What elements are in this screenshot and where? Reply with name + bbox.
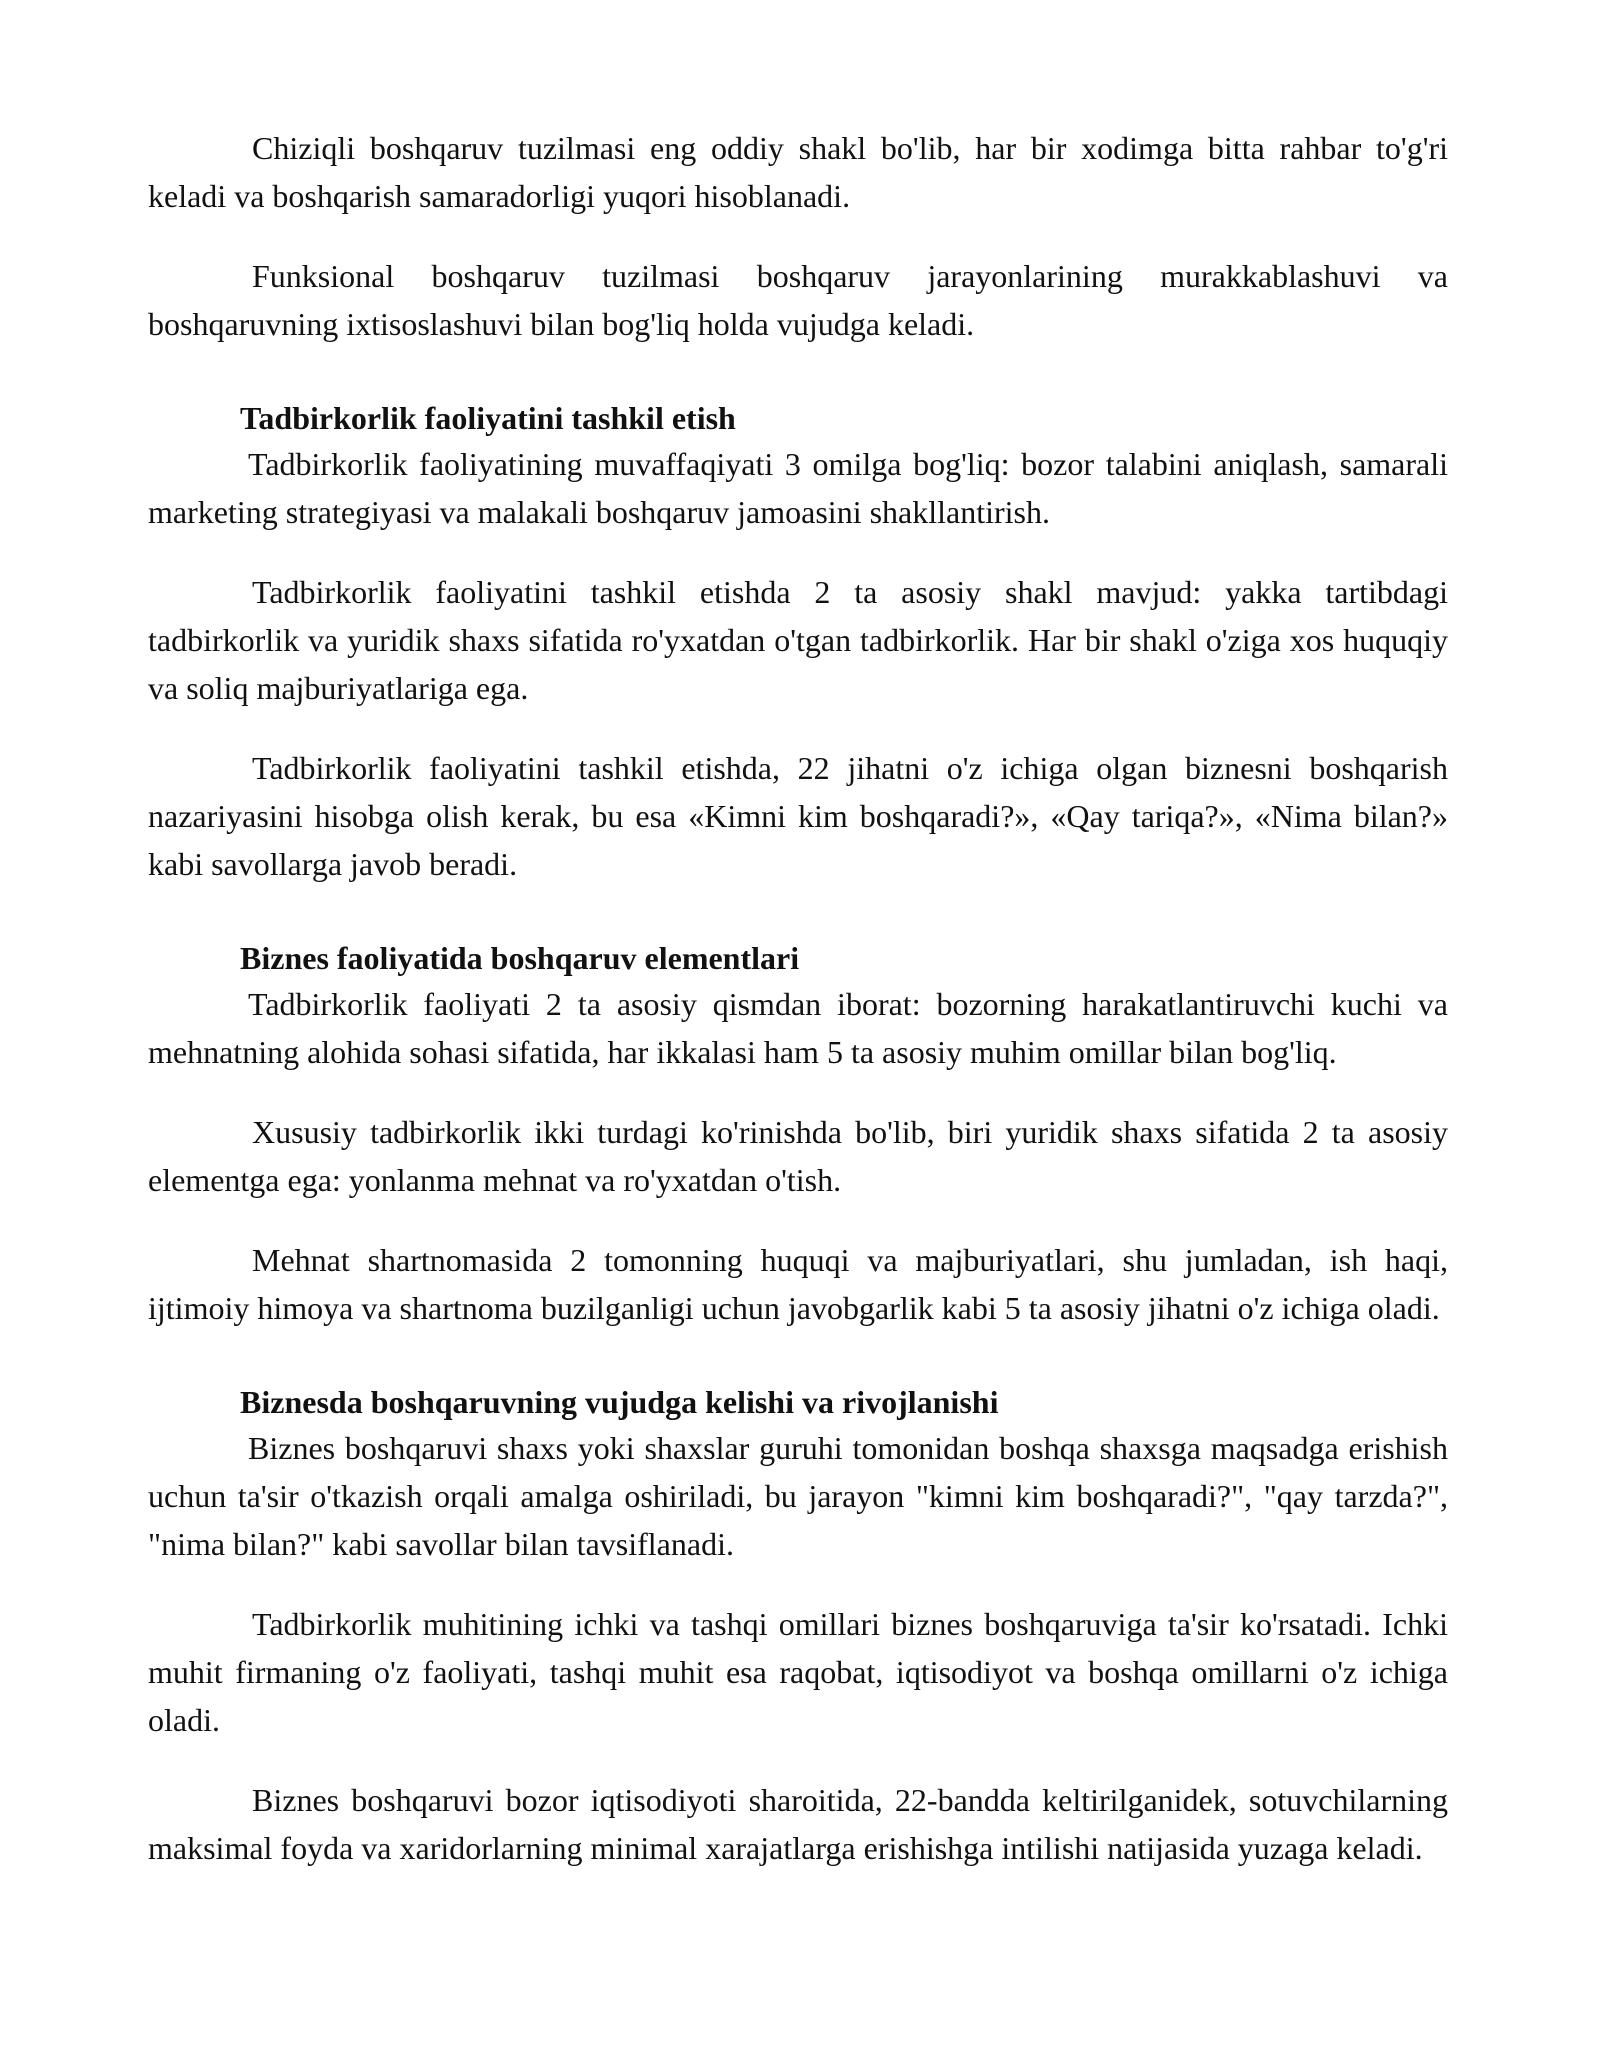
paragraph: Tadbirkorlik faoliyati 2 ta asosiy qismdan iborat: bozorning harakatlantiruvchi kuchi va mehnatning alohida sohasi sifatida, har ikkalasi ham 5 ta asosiy muhim omillar bilan bog'liq.	[148, 986, 1448, 1070]
paragraph: Tadbirkorlik faoliyatining muvaffaqiyati 3 omilga bog'liq: bozor talabini aniqlash, samarali marketing strategiyasi va malakali boshqaruv jamoasini shakllantirish.	[148, 446, 1448, 530]
section-heading: Biznesda boshqaruvning vujudga kelishi va rivojlanishi	[240, 1384, 999, 1420]
section-heading: Biznes faoliyatida boshqaruv elementlari	[240, 940, 800, 976]
paragraph: Tadbirkorlik faoliyatini tashkil etishda 2 ta asosiy shakl mavjud: yakka tartibdagi tadbirkorlik va yuridik shaxs sifatida ro'yxatdan o'tgan tadbirkorlik. Har bir shakl o'ziga xos huquqiy va soliq majburiyatlariga ega.	[148, 574, 1448, 706]
section-heading: Tadbirkorlik faoliyatini tashkil etish	[240, 400, 736, 436]
paragraph: Tadbirkorlik muhitining ichki va tashqi omillari biznes boshqaruviga ta'sir ko'rsatadi. Ichki muhit firmaning o'z faoliyati, tashqi muhit esa raqobat, iqtisodiyot va boshqa omillarni o'z ichiga oladi.	[148, 1606, 1448, 1738]
paragraph: Tadbirkorlik faoliyatini tashkil etishda, 22 jihatni o'z ichiga olgan biznesni boshqarish nazariyasini hisobga olish kerak, bu esa «Kimni kim boshqaradi?», «Qay tariqa?», «Nima bilan?» kabi savollarga javob beradi.	[148, 750, 1448, 882]
paragraph: Funksional boshqaruv tuzilmasi boshqaruv jarayonlarining murakkablashuvi va boshqaruvning ixtisoslashuvi bilan bog'liq holda vujudga keladi.	[148, 258, 1448, 342]
document-page	[148, 124, 1448, 1904]
paragraph: Biznes boshqaruvi bozor iqtisodiyoti sharoitida, 22-bandda keltirilganidek, sotuvchilarning maksimal foyda va xaridorlarning minimal xarajatlarga erishishga intilishi natijasida yuzaga keladi.	[148, 1782, 1448, 1866]
paragraph: Biznes boshqaruvi shaxs yoki shaxslar guruhi tomonidan boshqa shaxsga maqsadga erishish uchun ta'sir o'tkazish orqali amalga oshiriladi, bu jarayon "kimni kim boshqaradi?", "qay tarzda?", "nima bilan?" kabi savollar bilan tavsiflanadi.	[148, 1430, 1448, 1562]
paragraph: Xususiy tadbirkorlik ikki turdagi ko'rinishda bo'lib, biri yuridik shaxs sifatida 2 ta asosiy elementga ega: yonlanma mehnat va ro'yxatdan o'tish.	[148, 1114, 1448, 1198]
paragraph: Mehnat shartnomasida 2 tomonning huquqi va majburiyatlari, shu jumladan, ish haqi, ijtimoiy himoya va shartnoma buzilganligi uchun javobgarlik kabi 5 ta asosiy jihatni o'z ichiga oladi.	[148, 1242, 1448, 1326]
paragraph: Chiziqli boshqaruv tuzilmasi eng oddiy shakl bo'lib, har bir xodimga bitta rahbar to'g'ri keladi va boshqarish samaradorligi yuqori hisoblanadi.	[148, 130, 1448, 214]
